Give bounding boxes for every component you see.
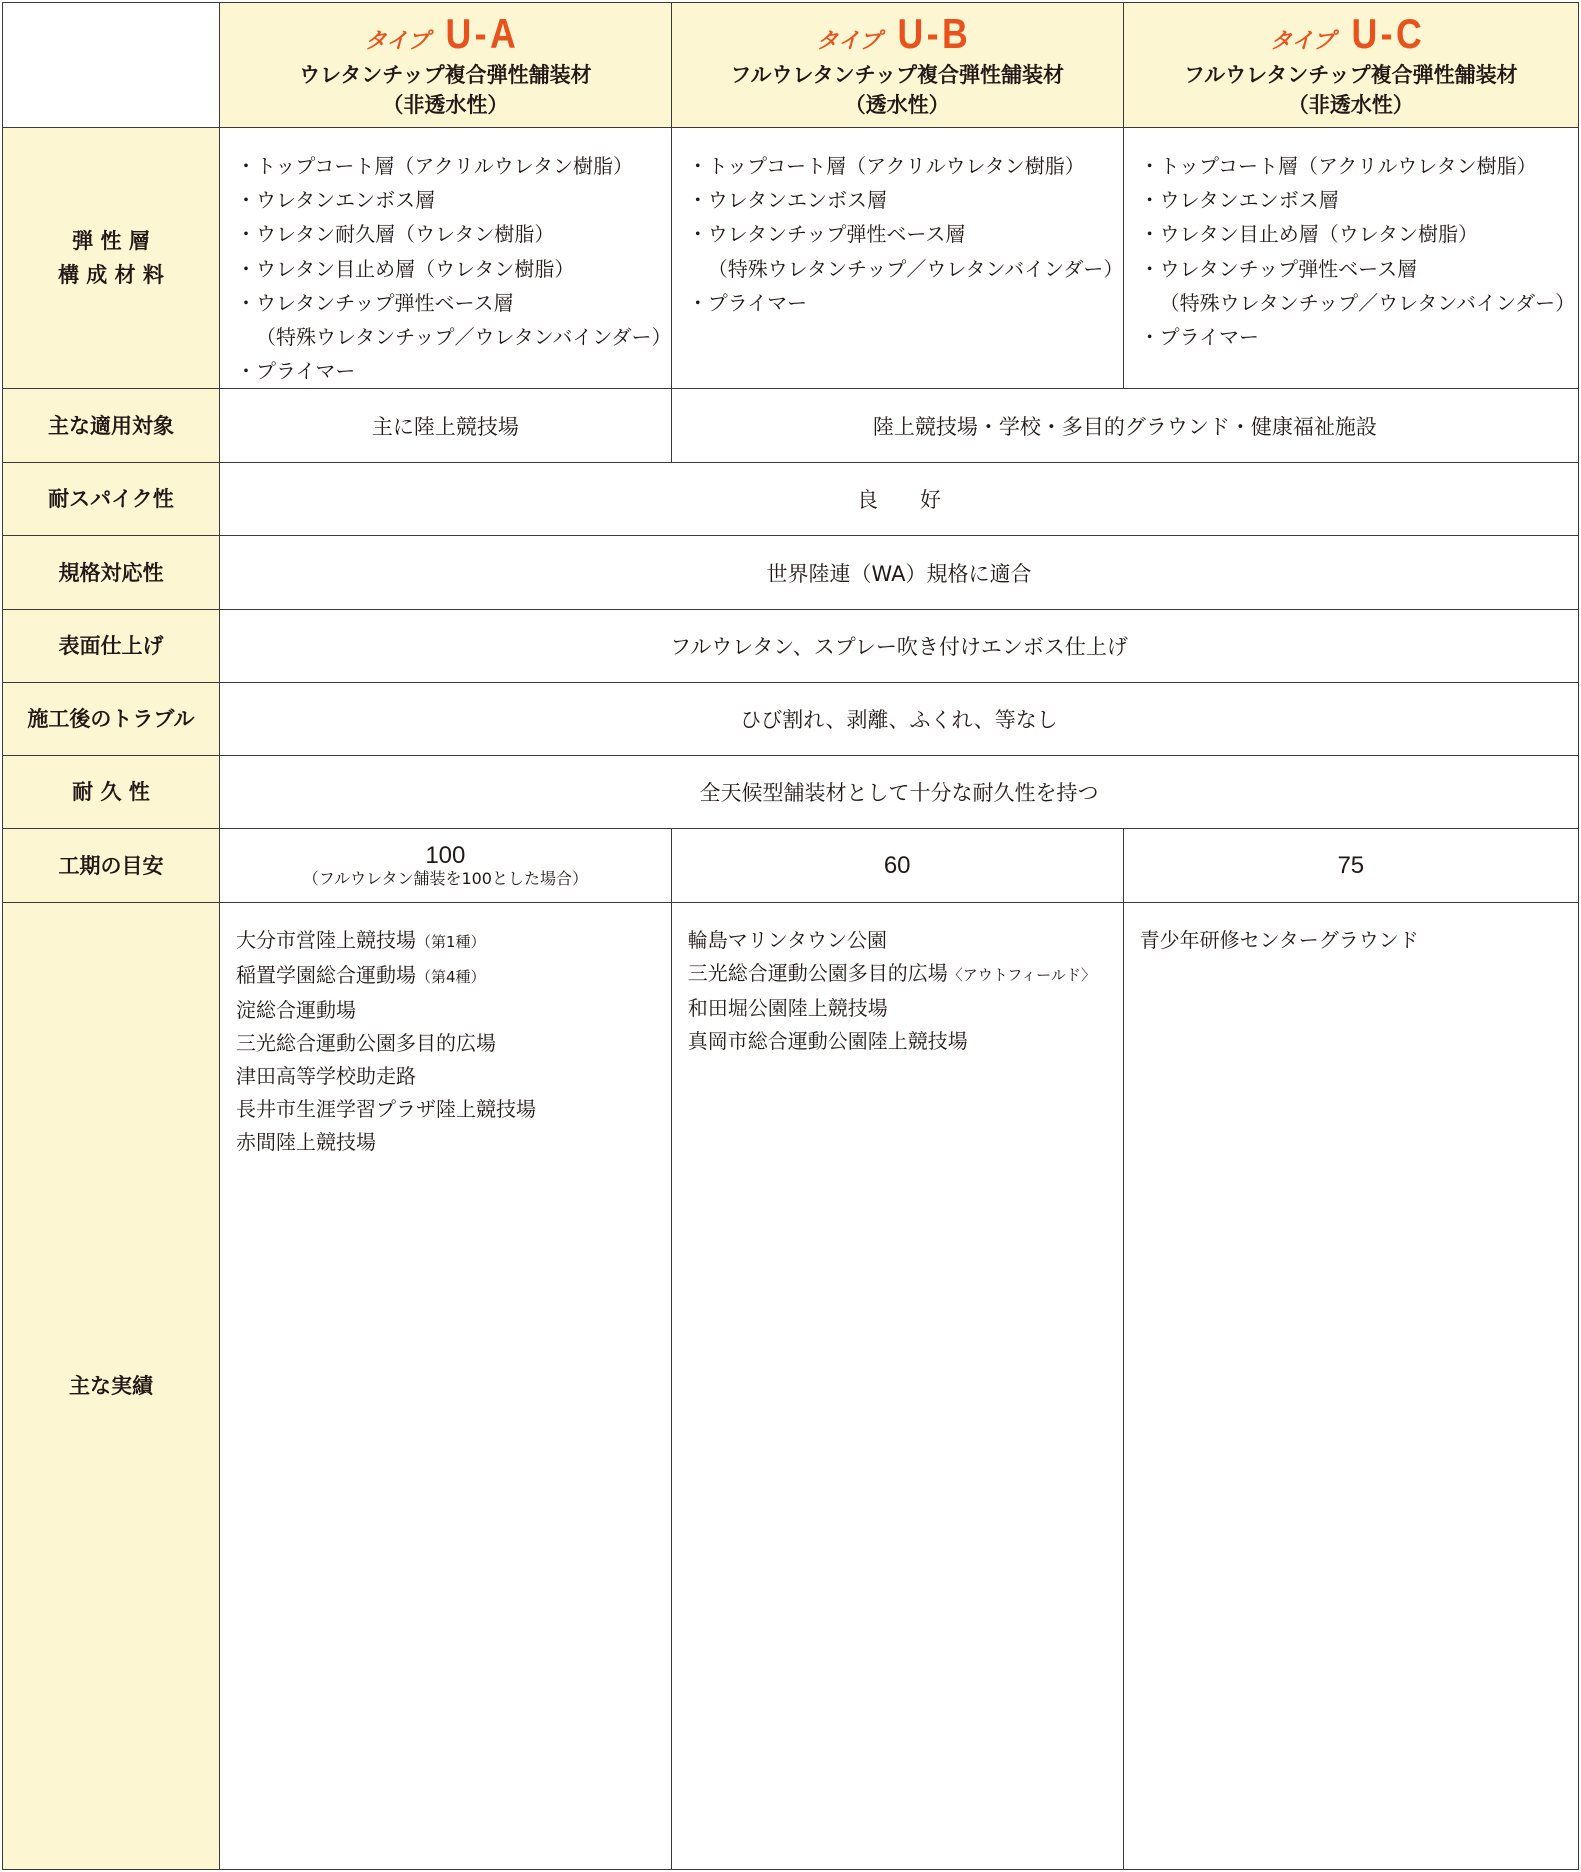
row-label-records: 主な実績: [3, 903, 220, 1870]
record-name: 三光総合運動公園多目的広場: [235, 1031, 496, 1056]
record-item: [236, 1126, 671, 1159]
record-note: （第1種）: [415, 933, 486, 952]
layer-item-detail: （特殊ウレタンチップ／ウレタンバインダー）: [1159, 290, 1576, 315]
row-label-period: 工期の目安: [3, 829, 220, 903]
row-label-application: 主な適用対象: [3, 389, 220, 463]
layer-item: ・ウレタン耐久層（ウレタン樹脂）: [235, 222, 555, 247]
row-label-line: 弾 性 層: [72, 229, 150, 254]
records-row: [3, 903, 1579, 1870]
trouble-row: [3, 683, 1579, 756]
record-name: 長井市生涯学習プラザ陸上競技場: [235, 1097, 536, 1122]
record-item: [1140, 924, 1578, 957]
spec-comparison-table: [2, 2, 1579, 1870]
spike-value: 良 好: [219, 463, 1578, 536]
period-value: 100: [425, 841, 466, 869]
record-item: [688, 992, 1123, 1025]
permeability-label: （非透水性）: [382, 93, 509, 117]
period-uc: [1123, 829, 1578, 903]
record-item: [688, 1025, 1123, 1058]
layer-item: ・ウレタンチップ弾性ベース層: [687, 222, 966, 247]
period-ua: [219, 829, 671, 903]
record-item: [236, 1060, 671, 1093]
type-code: U-C: [1351, 10, 1426, 57]
record-note: （第4種）: [415, 968, 486, 987]
header-type-uc: [1123, 3, 1578, 128]
permeability-label: （非透水性）: [1287, 93, 1414, 117]
layer-item: ・ウレタンエンボス層: [687, 188, 887, 213]
standard-row: [3, 536, 1579, 610]
row-label-trouble: 施工後のトラブル: [3, 683, 220, 756]
record-name: 津田高等学校助走路: [235, 1064, 416, 1089]
period-value: 75: [1337, 851, 1365, 879]
period-note: （フルウレタン舗装を100とした場合）: [302, 868, 588, 888]
record-name: 青少年研修センターグラウンド: [1139, 928, 1419, 953]
layer-item: ・ウレタンエンボス層: [1139, 188, 1339, 213]
application-row: [3, 389, 1579, 463]
layers-list-uc: [1123, 128, 1578, 389]
standard-value: 世界陸連（WA）規格に適合: [219, 536, 1578, 610]
type-code: U-A: [445, 10, 520, 57]
layers-row: [3, 128, 1579, 389]
records-list-ua: [219, 903, 671, 1870]
type-prefix: タイプ: [1270, 29, 1335, 54]
record-name: 大分市営陸上競技場: [235, 928, 416, 953]
record-item: [688, 957, 1123, 992]
application-ua: 主に陸上競技場: [219, 389, 671, 463]
application-ub-uc: 陸上競技場・学校・多目的グラウンド・健康福祉施設: [671, 389, 1578, 463]
record-item: [236, 1093, 671, 1126]
layer-item: ・プライマー: [687, 290, 808, 315]
material-name: フルウレタンチップ複合弾性舗装材: [730, 63, 1065, 87]
layer-item: ・ウレタン目止め層（ウレタン樹脂）: [1139, 222, 1478, 247]
layer-item: ・プライマー: [1139, 325, 1259, 350]
row-label-line: 構 成 材 料: [58, 263, 164, 288]
record-name: 和田堀公園陸上競技場: [687, 996, 888, 1021]
row-label-surface: 表面仕上げ: [3, 610, 220, 683]
layer-item: ・ウレタンエンボス層: [235, 188, 436, 213]
layer-item: ・トップコート層（アクリルウレタン樹脂）: [1139, 154, 1537, 178]
surface-row: [3, 610, 1579, 683]
period-row: [3, 829, 1579, 903]
records-list-ub: [671, 903, 1123, 1870]
material-name: フルウレタンチップ複合弾性舗装材: [1183, 63, 1518, 87]
layer-item: ・ウレタン目止め層（ウレタン樹脂）: [235, 256, 575, 281]
type-code: U-B: [897, 10, 972, 57]
record-name: 稲置学園総合運動場: [235, 963, 416, 988]
layer-item-detail: （特殊ウレタンチップ／ウレタンバインダー）: [255, 325, 672, 350]
layer-item: ・トップコート層（アクリルウレタン樹脂）: [235, 154, 633, 178]
spike-row: [3, 463, 1579, 536]
period-value: 60: [883, 851, 911, 879]
header-type-ua: [219, 3, 671, 128]
type-prefix: タイプ: [364, 29, 430, 54]
record-item: [236, 994, 671, 1027]
record-name: 三光総合運動公園多目的広場: [687, 961, 948, 986]
type-prefix: タイプ: [816, 29, 882, 54]
header-row: [3, 3, 1579, 128]
material-name: ウレタンチップ複合弾性舗装材: [299, 63, 592, 87]
layer-item: ・ウレタンチップ弾性ベース層: [235, 290, 514, 315]
record-name: 赤間陸上競技場: [235, 1130, 376, 1155]
layers-list-ub: [671, 128, 1123, 389]
layer-item: ・プライマー: [235, 359, 356, 384]
record-item: [236, 924, 671, 959]
row-label-durability: 耐 久 性: [3, 756, 220, 829]
layer-item-detail: （特殊ウレタンチップ／ウレタンバインダー）: [707, 256, 1124, 281]
record-item: [236, 1027, 671, 1060]
header-type-ub: [671, 3, 1123, 128]
record-item: [688, 924, 1123, 957]
corner-cell: [3, 3, 220, 128]
layers-list-ua: [219, 128, 671, 389]
record-name: 真岡市総合運動公園陸上競技場: [687, 1029, 968, 1054]
layer-item: ・ウレタンチップ弾性ベース層: [1139, 256, 1418, 281]
durability-row: [3, 756, 1579, 829]
durability-value: 全天候型舗装材として十分な耐久性を持つ: [219, 756, 1578, 829]
row-label-spike: 耐スパイク性: [3, 463, 220, 536]
record-name: 輪島マリンタウン公園: [687, 928, 887, 953]
layer-item: ・トップコート層（アクリルウレタン樹脂）: [687, 154, 1085, 178]
permeability-label: （透水性）: [844, 93, 950, 117]
records-list-uc: [1123, 903, 1578, 1870]
record-note: 〈アウトフィールド〉: [947, 966, 1096, 985]
row-label-standard: 規格対応性: [3, 536, 220, 610]
record-name: 淀総合運動場: [235, 998, 356, 1023]
surface-value: フルウレタン、スプレー吹き付けエンボス仕上げ: [219, 610, 1578, 683]
period-ub: [671, 829, 1123, 903]
record-item: [236, 959, 671, 994]
trouble-value: ひび割れ、剥離、ふくれ、等なし: [219, 683, 1578, 756]
row-label-layers: [3, 128, 220, 389]
